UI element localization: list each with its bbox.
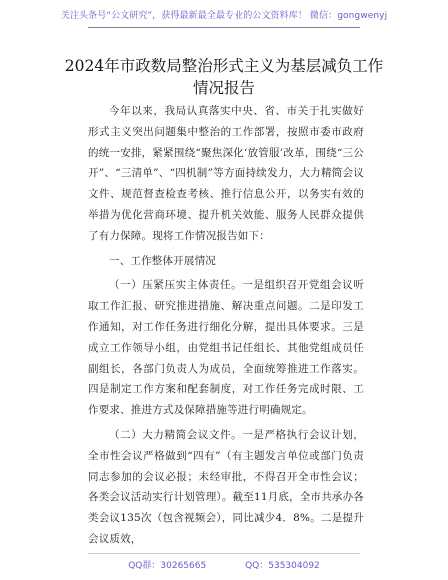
document-title <box>54 55 394 99</box>
page-footer <box>0 558 448 571</box>
intro-paragraph: 今年以来，我局认真落实中央、省、市关于扎实做好形式主义突出问题集中整治的工作部署，按照市委市政府的统一安排，紧紧围绕“聚焦深化‘放管服’改革，围绕“三公开”、“三清单”、“四机制”等方面持续发力，大力精简会议文件、规范督查检查考核、推行信息公开，以务实有效的举措为优化营商环境、提升机关效能、服务人民群众提供了有力保障。现将工作情况报告如下： <box>88 105 364 242</box>
header-divider <box>88 27 360 28</box>
paragraph-meetings: （二）大力精简会议文件。一是严格执行会议计划，全市性会议严格做到“四有”（有主题发言单位或部门负责同志参加的会议必报；未经审批，不得召开全市性会议；各类会议活动实行计划管理）。截至11月底，全市共承办各类会议135次（包含视频会），同比减少4．8%。二是提升会议质效， <box>88 428 365 545</box>
page-header-notice: 关注头条号“公文研究”，获得最新最全最专业的公文资料库！ 微信：gongwenyj <box>60 11 388 21</box>
footer-divider <box>88 553 360 554</box>
title-line-1: 2024年市政数局整治形式主义为基层减负工作 <box>64 57 384 75</box>
document-body <box>88 101 364 550</box>
section-heading-1: 一、工作整体开展情况 <box>109 254 216 267</box>
title-line-2: 情况报告 <box>192 79 255 97</box>
footer-qq-number: QQ：535304092 <box>245 561 320 571</box>
footer-qq-group: QQ群：30265665 <box>128 561 207 571</box>
paragraph-responsibility: （一）压紧压实主体责任。一是组织召开党组会议听取工作汇报、研究推进措施、解决重点问题。二是印发工作通知，对工作任务进行细化分解，提出具体要求。三是成立工作领导小组，由党组书记任组长、其他党组成员任副组长，各部门负责人为成员，全面统筹推进工作落实。四是制定工作方案和配套制度，对工作任务完成时限、工作要求、推进方式及保障措施等进行明确规定。 <box>88 279 364 417</box>
